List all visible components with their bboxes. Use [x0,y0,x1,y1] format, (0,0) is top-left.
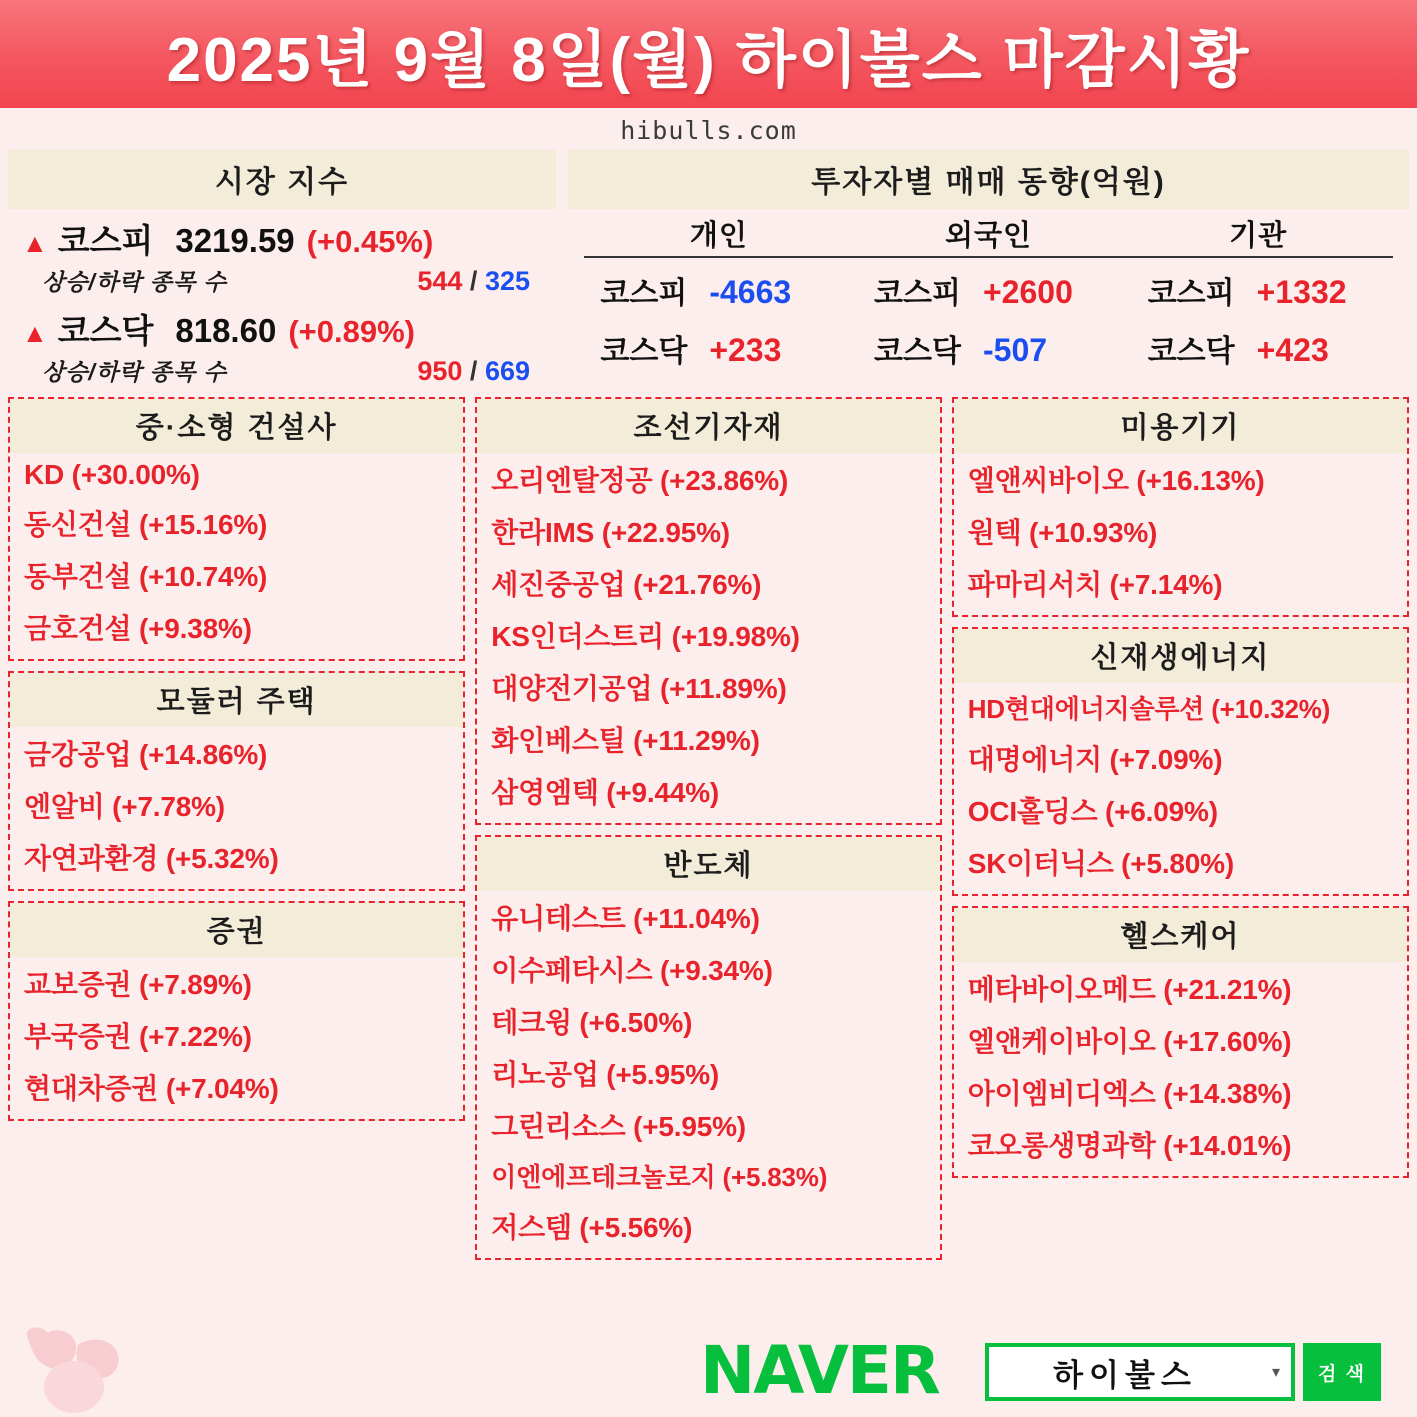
theme-title: 신재생에너지 [954,629,1407,683]
updown-up-count: 950 [417,356,463,386]
stock-item[interactable]: 코오롱생명과학 (+14.01%) [967,1130,1292,1161]
theme-title: 헬스케어 [954,908,1407,962]
updown-label: 상승/하락 종목 수 [42,359,227,385]
theme-group [952,627,1409,896]
stock-item[interactable]: 저스템 (+5.56%) [491,1212,693,1243]
stock-item[interactable]: 금호건설 (+9.38%) [24,613,252,644]
stock-item[interactable]: 이수페타시스 (+9.34%) [491,955,773,986]
investor-cell [852,268,1126,312]
theme-group [8,901,465,1121]
stock-item[interactable]: 엘앤씨바이오 (+16.13%) [967,465,1265,496]
stock-item[interactable]: 동부건설 (+10.74%) [24,561,268,592]
market-label: 코스닥 [874,335,961,368]
market-index-panel [8,150,556,389]
index-row-kosdaq [8,299,556,352]
stock-item[interactable]: 대양전기공업 (+11.89%) [491,673,787,704]
market-label: 코스닥 [600,335,688,368]
investor-value: +423 [1256,332,1329,368]
stock-item[interactable]: 대명에너지 (+7.09%) [967,744,1223,775]
theme-title: 중·소형 건설사 [10,399,463,453]
market-label: 코스닥 [1147,335,1235,368]
theme-title: 미용기기 [954,399,1407,453]
investor-value: -4663 [709,274,792,310]
stock-item[interactable]: 리노공업 (+5.95%) [491,1059,720,1090]
theme-group [952,906,1409,1178]
theme-group [8,397,465,661]
market-index-heading: 시장 지수 [8,150,556,209]
site-url: hibulls.com [620,116,797,145]
stock-item[interactable]: 테크윙 (+6.50%) [491,1007,693,1038]
stock-item[interactable]: 금강공업 (+14.86%) [24,739,268,770]
page-title: 2025년 9월 8일(월) 하이불스 마감시황 [166,25,1251,95]
theme-title: 반도체 [477,837,939,891]
stock-item[interactable]: 삼영엠텍 (+9.44%) [491,777,720,808]
theme-group [475,835,941,1260]
triangle-up-icon: ▲ [22,318,48,348]
stock-item[interactable]: 엔알비 (+7.78%) [24,791,225,822]
market-label: 코스피 [600,277,688,310]
investor-column-foreign: 외국인 [944,220,1033,252]
updown-row-kospi [8,262,556,299]
investor-value: -507 [982,332,1048,368]
index-name: 코스피 [57,222,154,259]
stock-item[interactable]: 부국증권 (+7.22%) [24,1021,252,1052]
theme-title: 조선기자재 [477,399,939,453]
theme-title: 모듈러 주택 [10,673,463,727]
index-row-kospi [8,209,556,262]
market-label: 코스피 [1147,277,1235,310]
search-input-value: 하이불스 [1053,1357,1197,1393]
theme-column-2 [475,397,941,1399]
stock-item[interactable]: 교보증권 (+7.89%) [24,969,252,1000]
stock-item[interactable]: KS인더스트리 (+19.98%) [491,621,800,652]
stock-item[interactable]: 엘앤케이바이오 (+17.60%) [967,1026,1292,1057]
stock-item[interactable]: 파마리서치 (+7.14%) [967,569,1223,600]
theme-column-1 [8,397,465,1399]
stock-item[interactable]: 한라IMS (+22.95%) [491,517,730,548]
investor-cell [1125,326,1399,370]
stock-item[interactable]: 현대차증권 (+7.04%) [24,1073,279,1104]
index-value: 3219.59 [175,222,295,259]
updown-separator: / [469,266,485,296]
investor-flow-panel [568,150,1409,374]
investor-value: +233 [709,332,782,368]
stock-item[interactable]: KD (+30.00%) [24,459,200,490]
updown-row-kosdaq [8,352,556,389]
stock-item[interactable]: 원텍 (+10.93%) [967,517,1158,548]
search-input[interactable] [985,1343,1295,1401]
investor-flow-heading: 투자자별 매매 동향(억원) [568,150,1409,209]
stock-item[interactable]: 그린리소스 (+5.95%) [491,1111,746,1142]
stock-item[interactable]: 아이엠비디엑스 (+14.38%) [967,1078,1292,1109]
updown-separator: / [469,356,485,386]
stock-item[interactable]: 메타바이오메드 (+21.21%) [967,974,1292,1005]
stock-item[interactable]: 이엔에프테크놀로지 (+5.83%) [491,1162,828,1192]
theme-group [8,671,465,891]
index-change-pct: (+0.89%) [288,314,415,349]
updown-down-count: 325 [484,266,530,296]
investor-row-kosdaq [578,316,1399,374]
theme-column-3 [952,397,1409,1399]
investor-columns [584,213,1393,258]
stock-item[interactable]: 동신건설 (+15.16%) [24,509,268,540]
stock-item[interactable]: SK이터닉스 (+5.80%) [967,848,1234,879]
stock-item[interactable]: 유니테스트 (+11.04%) [491,903,760,934]
investor-cell [852,326,1126,370]
stock-item[interactable]: OCI홀딩스 (+6.09%) [967,796,1218,827]
search-button[interactable]: 검 색 [1303,1343,1381,1401]
market-label: 코스피 [874,277,961,310]
stock-item[interactable]: HD현대에너지솔루션 (+10.32%) [967,694,1331,724]
stock-item[interactable]: 세진중공업 (+21.76%) [491,569,762,600]
updown-up-count: 544 [417,266,463,296]
theme-title: 증권 [10,903,463,957]
stock-item[interactable]: 자연과환경 (+5.32%) [24,843,279,874]
page-header [0,0,1417,108]
stock-item[interactable]: 화인베스틸 (+11.29%) [491,725,760,756]
investor-cell [578,326,852,370]
updown-down-count: 669 [484,356,530,386]
investor-column-institution: 기관 [1229,220,1288,252]
investor-row-kospi [578,258,1399,316]
theme-group [952,397,1409,617]
index-value: 818.60 [175,312,277,349]
summary-panels [0,150,1417,389]
triangle-up-icon: ▲ [22,228,48,258]
chevron-down-icon[interactable]: ▾ [1271,1364,1281,1381]
naver-logo[interactable]: NAVER [700,1332,939,1409]
index-name: 코스닥 [57,312,154,349]
index-change-pct: (+0.45%) [306,224,434,259]
investor-value: +1332 [1256,274,1347,310]
investor-column-individual: 개인 [689,220,748,252]
theme-group [475,397,941,825]
stock-item[interactable]: 오리엔탈정공 (+23.86%) [491,465,789,496]
investor-cell [578,268,852,312]
updown-label: 상승/하락 종목 수 [42,269,227,295]
theme-columns [0,389,1417,1399]
investor-value: +2600 [982,274,1073,310]
investor-cell [1125,268,1399,312]
